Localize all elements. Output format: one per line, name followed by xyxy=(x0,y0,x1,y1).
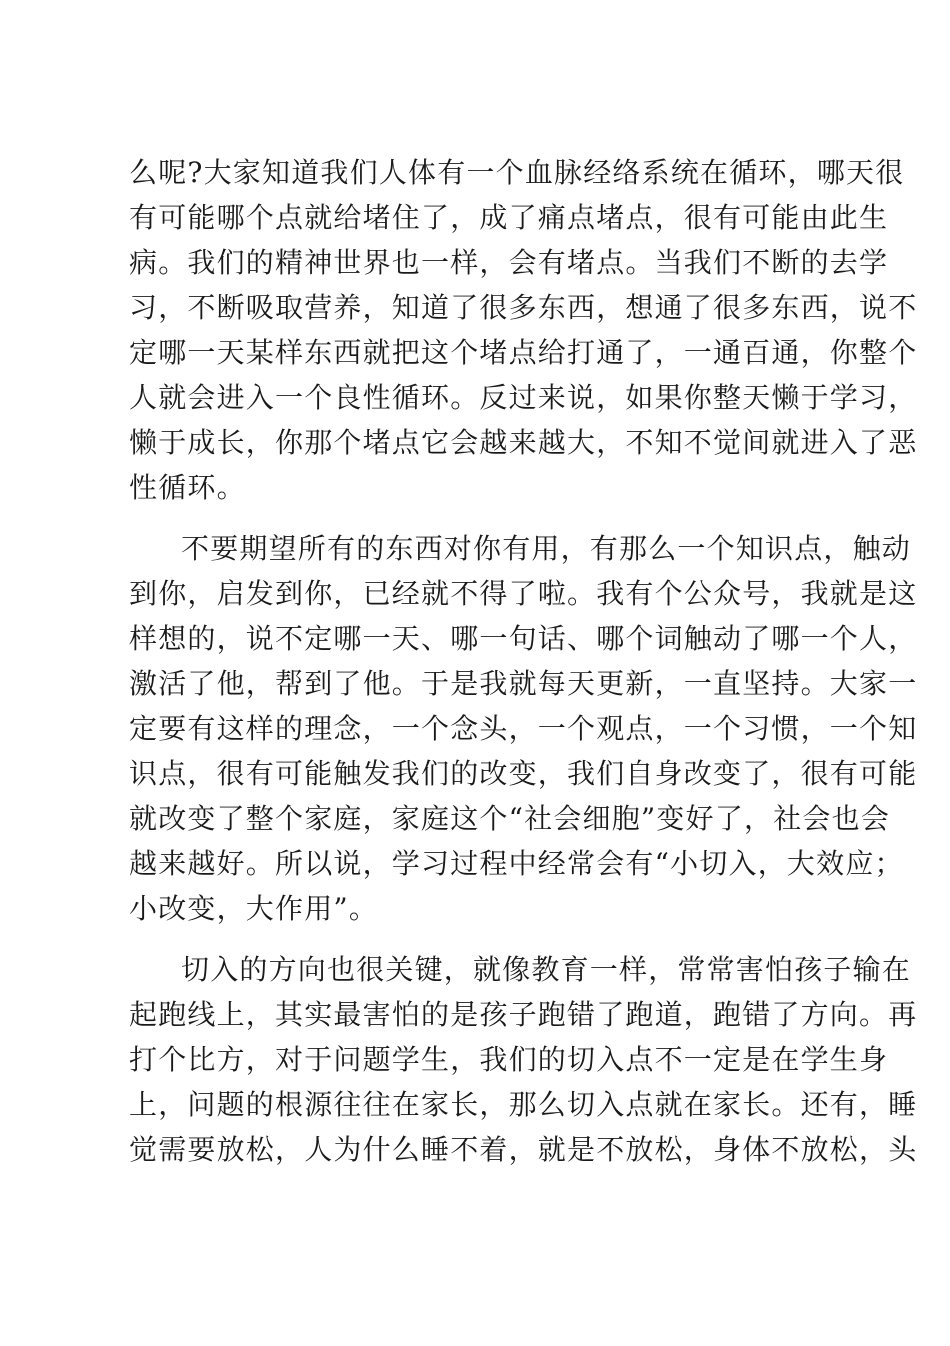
document-body xyxy=(129,150,918,1172)
text-line: 样想的，说不定哪一天、哪一句话、哪个词触动了哪一个人， xyxy=(129,622,918,655)
text-line: 觉需要放松，人为什么睡不着，就是不放松，身体不放松，头 xyxy=(129,1133,918,1166)
paragraph-3 xyxy=(129,947,918,1172)
text-line: 习，不断吸取营养，知道了很多东西，想通了很多东西，说不 xyxy=(129,291,918,324)
text-line: 懒于成长，你那个堵点它会越来越大，不知不觉间就进入了恶 xyxy=(129,426,918,459)
text-line: 小改变，大作用”。 xyxy=(129,892,379,925)
paragraph-2 xyxy=(129,526,918,931)
text-line: 到你，启发到你，已经就不得了啦。我有个公众号，我就是这 xyxy=(129,577,918,610)
paragraph-1 xyxy=(129,150,918,510)
paragraph-spacer xyxy=(129,510,829,526)
text-line: 么呢?大家知道我们人体有一个血脉经络系统在循环，哪天很 xyxy=(129,156,905,189)
text-line: 病。我们的精神世界也一样，会有堵点。当我们不断的去学 xyxy=(129,246,889,279)
text-line-indented: 不要期望所有的东西对你有用，有那么一个知识点，触动 xyxy=(181,532,912,565)
text-line: 激活了他，帮到了他。于是我就每天更新，一直坚持。大家一 xyxy=(129,667,918,700)
text-line: 定要有这样的理念，一个念头，一个观点，一个习惯，一个知 xyxy=(129,712,918,745)
paragraph-spacer xyxy=(129,931,829,947)
text-line: 有可能哪个点就给堵住了，成了痛点堵点，很有可能由此生 xyxy=(129,201,889,234)
text-line: 起跑线上，其实最害怕的是孩子跑错了跑道，跑错了方向。再 xyxy=(129,998,918,1031)
text-line: 人就会进入一个良性循环。反过来说，如果你整天懒于学习， xyxy=(129,381,918,414)
text-line: 性循环。 xyxy=(129,471,246,504)
text-line: 上，问题的根源往往在家长，那么切入点就在家长。还有，睡 xyxy=(129,1088,918,1121)
text-line: 就改变了整个家庭，家庭这个“社会细胞”变好了，社会也会 xyxy=(129,802,891,835)
text-line: 识点，很有可能触发我们的改变，我们自身改变了，很有可能 xyxy=(129,757,918,790)
text-line-indented: 切入的方向也很关键，就像教育一样，常常害怕孩子输在 xyxy=(181,953,912,986)
text-line: 定哪一天某样东西就把这个堵点给打通了，一通百通，你整个 xyxy=(129,336,918,369)
text-line: 越来越好。所以说，学习过程中经常会有“小切入，大效应； xyxy=(129,847,904,880)
text-line: 打个比方，对于问题学生，我们的切入点不一定是在学生身 xyxy=(129,1043,889,1076)
